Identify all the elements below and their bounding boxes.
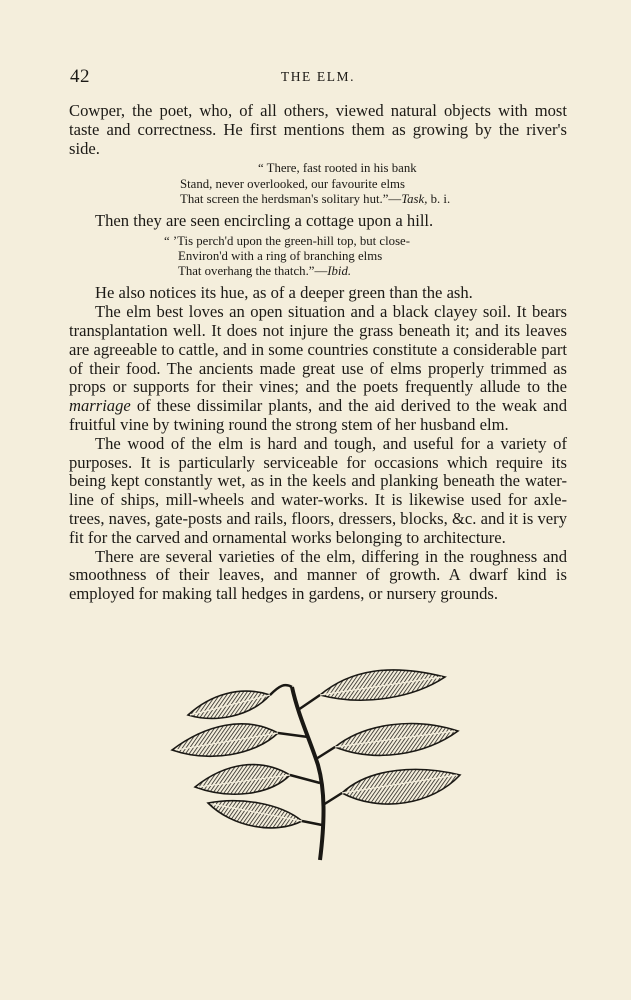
verse-line [164, 264, 567, 279]
emphasis: marriage [69, 396, 131, 416]
leaf [335, 724, 458, 756]
verse-line [180, 192, 567, 207]
verse-quote-task [180, 161, 567, 207]
leaf [208, 801, 302, 828]
citation: Task, [401, 191, 428, 206]
paragraph-varieties: There are several varieties of the elm, differing in the roughness and smoothness of their leaves, and manner of growth. A dwarf kind is employed for making tall hedges in gardens, or nursery grounds. [69, 546, 567, 604]
page-header [70, 66, 566, 88]
elm-branch-illustration [170, 655, 465, 865]
paragraph-wood: The wood of the elm is hard and tough, and useful for a variety of purposes. It is particularly serviceable for occasions which require its being kept constantly wet, as in the keels and planking beneath the water-line of ships, mill-wheels and water-works. It is likewise used for axle-trees, naves, gate-posts and rails, floors, dressers, blocks, &c. and it is very fit for the carved and ornamental works belonging to architecture. [69, 433, 567, 547]
verse-line: “ ’Tis perch'd upon the green-hill top, but close- [164, 233, 410, 248]
page-body [69, 102, 567, 604]
verse-line: “ There, fast rooted in his bank [258, 161, 417, 176]
citation: Ibid. [327, 264, 352, 279]
verse-line: Environ'd with a ring of branching elms [178, 249, 383, 263]
leaf [195, 765, 290, 795]
paragraph-situation [69, 303, 567, 435]
text-run: The elm best loves an open situation and a black clayey soil. It bears transplantation well. It does not injure the grass beneath it; and its leaves are agreeable to cattle, and in some countries constitute a considerable part of their food. The ancients made great use of elms properly trimmed as props or supports for their vines; and the poets frequently allude to the [69, 302, 567, 397]
leaf [320, 670, 445, 700]
citation-suffix: b. i. [427, 191, 451, 206]
verse-line: Stand, never overlooked, our favourite elms [180, 176, 405, 191]
text-run: of these dissimilar plants, and the aid derived to the weak and fruitful vine by twining round the strong stem of her husband elm. [69, 396, 567, 434]
verse-line-text: That overhang the thatch.”— [178, 264, 328, 279]
leaf [342, 769, 460, 804]
elm-leaves [172, 670, 460, 828]
verse-line-text: That screen the herdsman's solitary hut.”— [180, 191, 402, 206]
paragraph-cottage: Then they are seen encircling a cottage upon a hill. [95, 211, 434, 230]
leaf [172, 724, 278, 756]
verse-quote-ibid [164, 234, 567, 280]
running-title: THE ELM. [280, 69, 356, 84]
paragraph-cowper: Cowper, the poet, who, of all others, viewed natural objects with most taste and correctness. He first mentions them as growing by the river's side. [69, 101, 567, 158]
paragraph-hue: He also notices its hue, as of a deeper green than the ash. [95, 283, 473, 303]
page-number: 42 [70, 66, 90, 87]
